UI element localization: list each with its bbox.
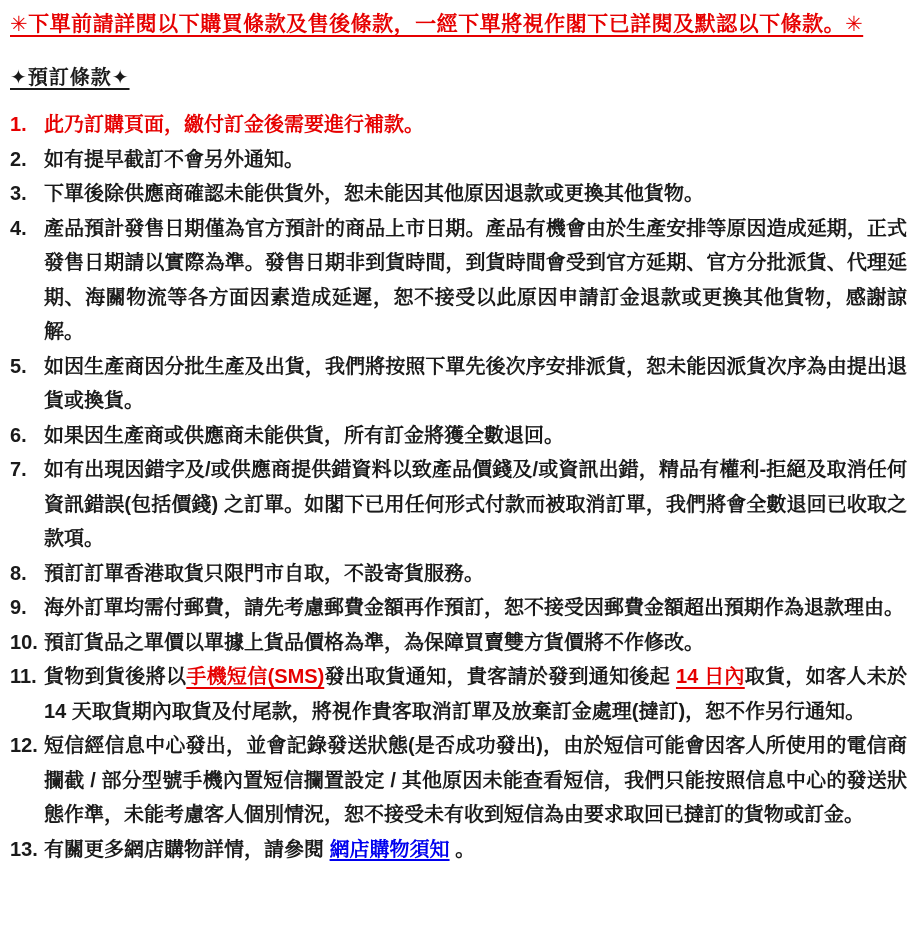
term-item-4: [10, 212, 907, 350]
term-item-11: [10, 660, 907, 729]
term-number: 1.: [10, 114, 27, 136]
text-run: 如有提早截訂不會另外通知。: [44, 148, 304, 171]
term-item-7: [10, 453, 907, 557]
text-run: 貨物到貨後將以: [44, 666, 187, 688]
term-text: [44, 143, 907, 178]
text-run: 如果因生產商或供應商未能供貨，所有訂金將獲全數退回。: [44, 424, 564, 447]
term-number: 11.: [10, 666, 37, 688]
term-number: 10.: [10, 631, 38, 654]
text-run: 取貨，如客人未於14 天取貨期內取貨及付尾款，將視作貴客取消訂單及放棄訂金處理(撻訂)，恕不作另行通知。: [44, 666, 908, 723]
text-run: 短信經信息中心發出，並會記錄發送狀態(是否成功發出)，由於短信可能會因客人所使用的電信商攔截 / 部分型號手機內置短信攔置設定 / 其他原因未能查看短信，我們只能按照信息中心的發送狀態作準，未能考慮客人個別情況，恕不接受未有收到短信為由要求取回已撻訂的貨物或訂金。: [44, 735, 907, 826]
term-text: [44, 729, 907, 833]
term-item-12: [10, 729, 907, 833]
term-text: [44, 350, 907, 419]
highlighted-text: 手機短信(SMS): [186, 666, 325, 688]
term-item-2: [10, 143, 907, 178]
text-run: 。: [449, 838, 476, 861]
term-text: [44, 177, 907, 212]
term-number: 9.: [10, 597, 27, 619]
term-text: [44, 108, 907, 143]
term-text: [44, 557, 907, 592]
text-run: 如有出現因錯字及/或供應商提供錯資料以致產品價錢及/或資訊出錯，精品有權利-拒絕及取消任何資訊錯誤(包括價錢) 之訂單。如閣下已用任何形式付款而被取消訂單，我們將會全數退回已收取之款項。: [44, 459, 907, 550]
highlighted-text: 14 日內: [675, 666, 745, 688]
term-item-9: [10, 591, 907, 626]
term-number: 8.: [10, 562, 27, 585]
terms-list: [10, 108, 907, 867]
term-text: [44, 626, 907, 661]
term-number: 6.: [10, 424, 27, 447]
term-item-6: [10, 419, 907, 454]
text-run: 如因生產商因分批生產及出貨，我們將按照下單先後次序安排派貨，恕未能因派貨次序為由提出退貨或換貨。: [44, 355, 907, 412]
term-item-10: [10, 626, 907, 661]
warning-notice: ✳下單前請詳閱以下購買條款及售後條款，一經下單將視作閣下已詳閱及默認以下條款。✳: [10, 13, 864, 36]
section-title: ✦預訂條款✦: [10, 67, 130, 89]
term-text: [44, 212, 907, 350]
term-number: 2.: [10, 148, 27, 171]
term-text: [44, 453, 907, 557]
term-number: 3.: [10, 183, 27, 205]
text-run: 發出取貨通知，貴客請於發到通知後起: [324, 666, 676, 688]
term-item-8: [10, 557, 907, 592]
term-item-5: [10, 350, 907, 419]
term-number: 12.: [10, 735, 38, 757]
term-number: 13.: [10, 838, 38, 861]
text-run: 預訂訂單香港取貨只限門市自取，不設寄貨服務。: [44, 562, 484, 585]
term-text: [44, 833, 907, 868]
text-run: 有關更多網店購物詳情，請參閱: [44, 838, 330, 861]
term-text: [44, 660, 907, 729]
text-run: 此乃訂購頁面，繳付訂金後需要進行補款。: [44, 114, 424, 136]
term-text: [44, 419, 907, 454]
text-run: 海外訂單均需付郵費，請先考慮郵費金額再作預訂，恕不接受因郵費金額超出預期作為退款理由。: [44, 597, 904, 619]
term-item-1: [10, 108, 907, 143]
text-run: 產品預計發售日期僅為官方預計的商品上市日期。產品有機會由於生產安排等原因造成延期，正式發售日期請以實際為準。發售日期非到貨時間，到貨時間會受到官方延期、官方分批派貨、代理延期、海關物流等各方面因素造成延遲，恕不接受以此原因申請訂金退款或更換其他貨物，感謝諒解。: [44, 217, 907, 343]
term-item-3: [10, 177, 907, 212]
term-number: 4.: [10, 217, 27, 240]
store-shopping-notice-link[interactable]: 網店購物須知: [329, 838, 450, 861]
term-item-13: [10, 833, 907, 868]
term-number: 7.: [10, 459, 27, 481]
term-text: [44, 591, 907, 626]
term-number: 5.: [10, 355, 27, 378]
text-run: 預訂貨品之單價以單據上貨品價格為準，為保障買賣雙方貨價將不作修改。: [44, 631, 704, 654]
text-run: 下單後除供應商確認未能供貨外，恕未能因其他原因退款或更換其他貨物。: [44, 183, 704, 205]
